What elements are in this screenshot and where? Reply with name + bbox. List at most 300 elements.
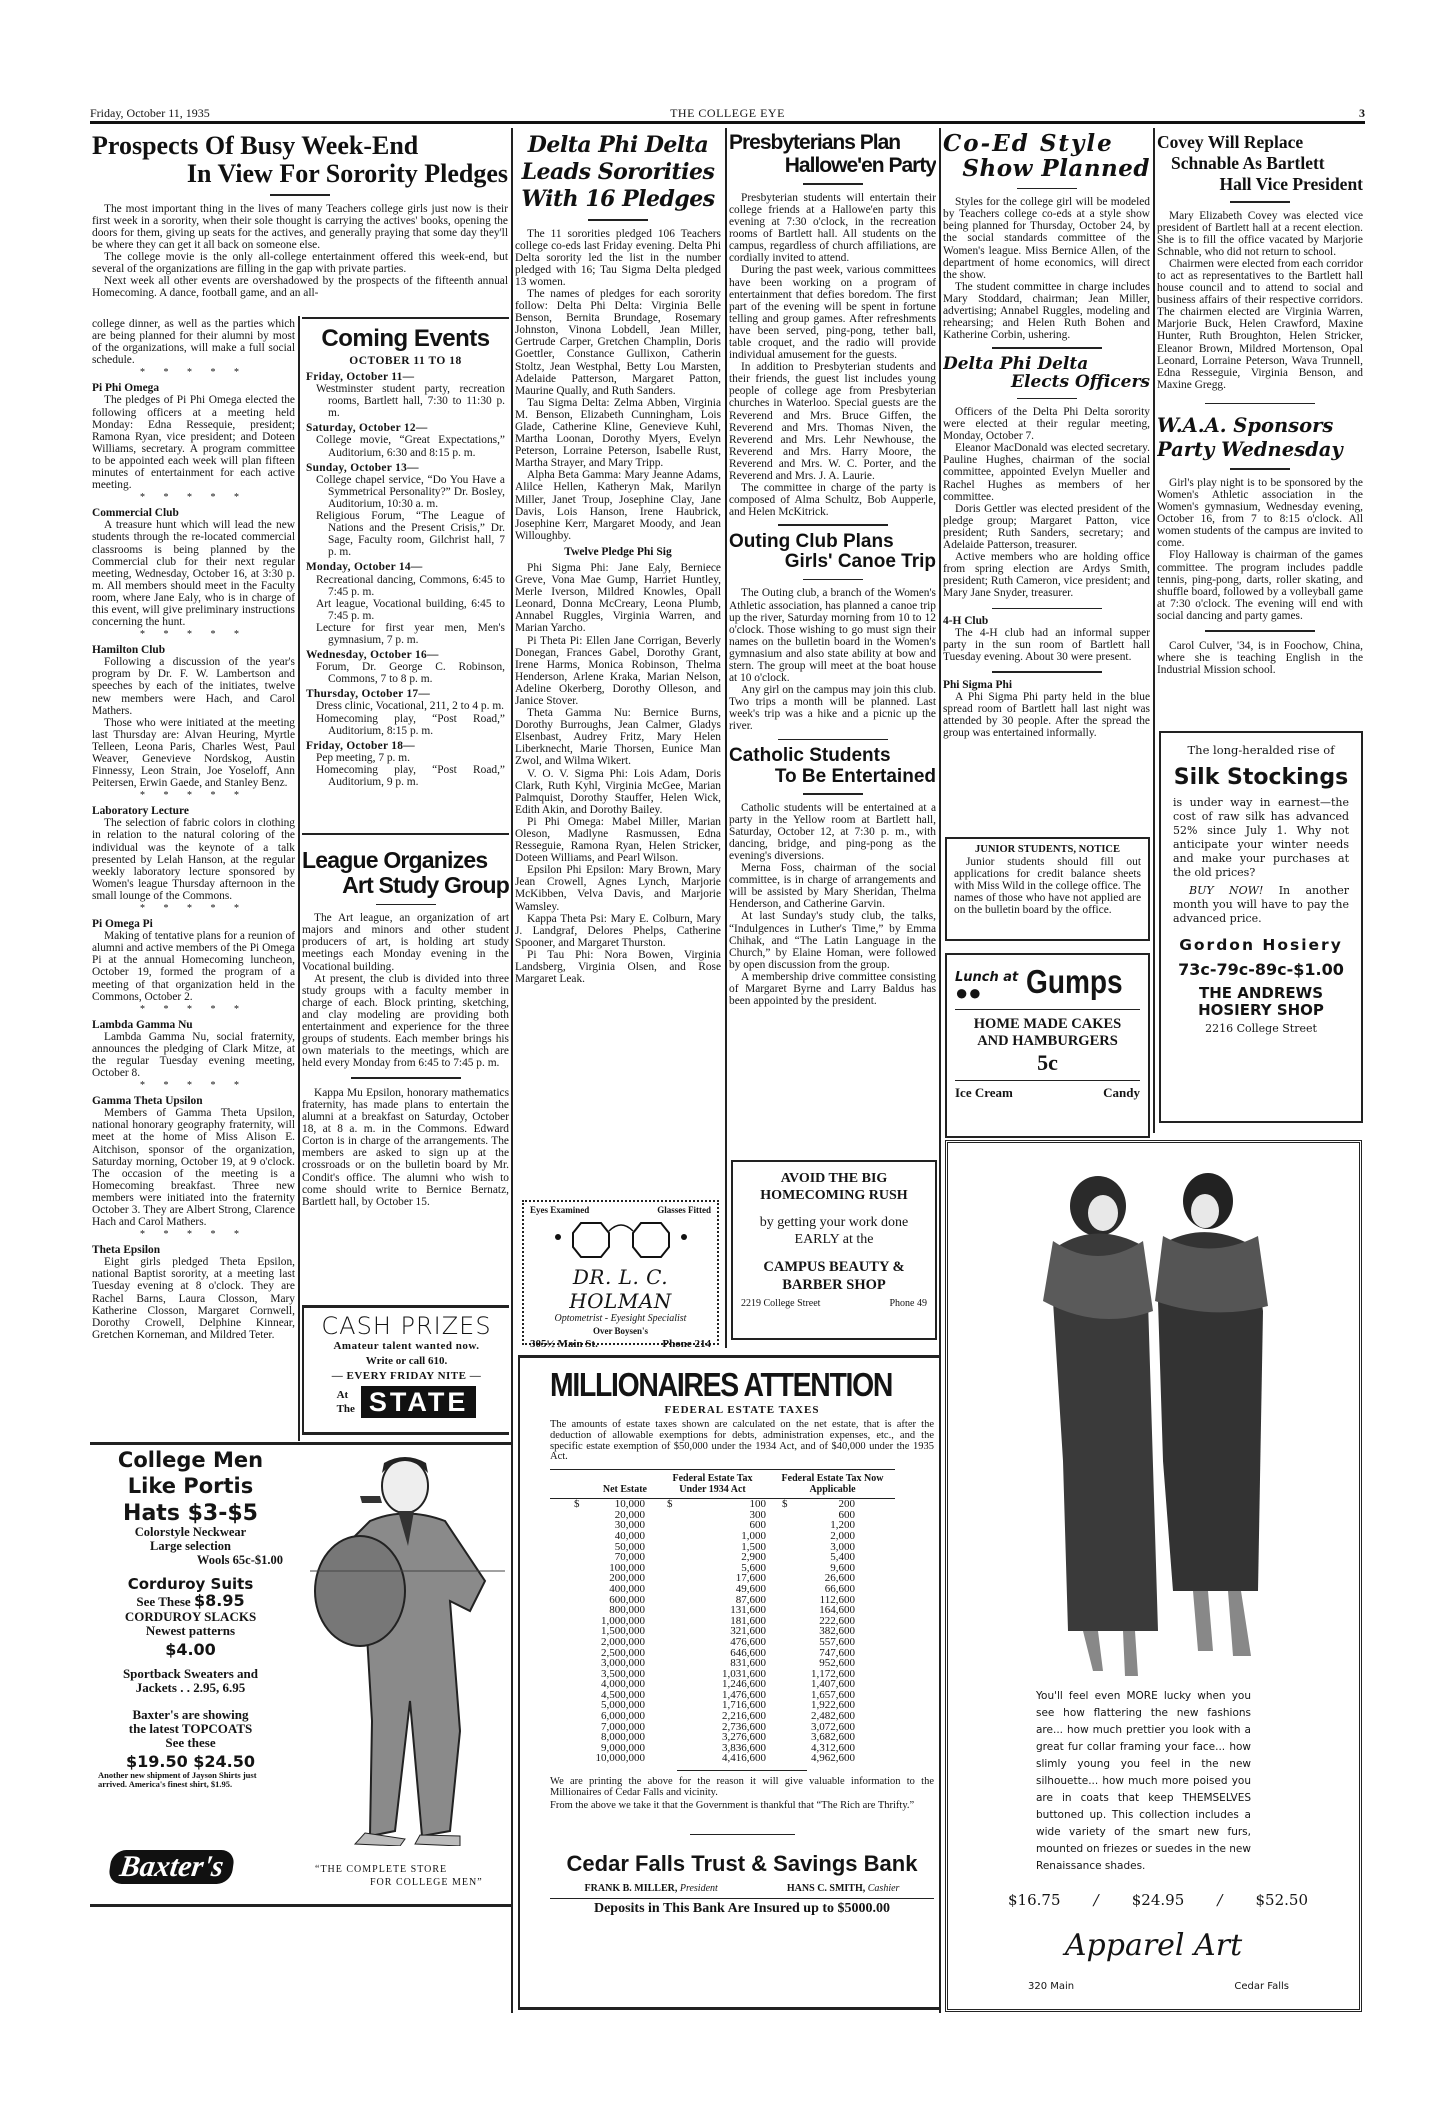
paragraph: Following a discussion of the year's program by Dr. F. W. Lambertson and speeches by each of the initiates, twelve new members were Hach, and Carol Mathers.	[92, 656, 295, 717]
ad-address: 305½ Main St.	[530, 1338, 598, 1350]
officer-title: President	[679, 1883, 718, 1895]
event-day-label: Saturday, October 12—	[306, 422, 428, 435]
outing-headline	[729, 532, 936, 573]
headline-line: Delta Phi Delta	[943, 353, 1089, 374]
cell-value: 87,600	[735, 1593, 766, 1606]
headline-line: To Be Entertained	[774, 765, 936, 787]
divider	[351, 1077, 461, 1079]
divider	[803, 793, 863, 795]
separator: /	[1093, 1891, 1099, 1909]
paragraph: Doris Gettler was elected president of the pledge group; Margaret Patton, vice president; Ruth Sanders, secretary; and Adelaide Patterson, treasurer.	[943, 502, 1150, 552]
event-day	[306, 740, 505, 788]
headline-line: Co-Ed Style	[943, 132, 1114, 157]
ad-title: AVOID THE BIG HOMECOMING RUSH	[760, 1171, 908, 1203]
ad-title: Like Portis	[127, 1474, 254, 1499]
silk-stockings-ad	[1159, 731, 1363, 1123]
ad-text: See these	[165, 1735, 216, 1751]
ad-intro: The amounts of estate taxes shown are calculated on the net estate, that is after the deduction of allowable exemptions for debts, administration expenses, etc., and the specific estate exemption of $50,000 under the 1934 Act, and of $40,000 under the 1935 Act.	[550, 1419, 934, 1463]
event-item: Homecoming play, “Post Road,” Auditorium, 9 p. m.	[316, 763, 505, 788]
section-heading: Lambda Gamma Nu	[92, 1018, 193, 1031]
section-heading: Theta Epsilon	[92, 1244, 161, 1257]
lead-continued: college dinner, as well as the parties which are being planned for their alumni by most of the organizations, will make a full social schedule.	[92, 318, 295, 367]
headline-line: Hallowe'en Party	[784, 153, 936, 177]
cell-value: 7,000,000	[601, 1720, 645, 1733]
event-day-label: Sunday, October 13—	[306, 461, 419, 474]
paragraph: A membership drive committee consisting of Margaret Byrne and Larry Baldus has been appointed by the president.	[729, 970, 936, 1008]
delta-phi-delta-article	[515, 132, 721, 1192]
divider	[1017, 188, 1077, 190]
ad-text: the latest TOPCOATS	[128, 1720, 253, 1736]
cell-value: 17,600	[735, 1572, 766, 1585]
ad-address: 2216 College Street	[1205, 1022, 1317, 1035]
divider	[588, 219, 648, 221]
paragraph: The college movie is the only all-college entertainment offered this week-end, but several of the organizations are filling in the gap with private parties.	[92, 251, 508, 276]
cell-value: 40,000	[614, 1529, 645, 1542]
holman-optometrist-ad	[522, 1200, 719, 1350]
cell-value: 831,600	[730, 1657, 766, 1670]
cell-value: 4,312,600	[811, 1741, 855, 1754]
star-divider: * * * * *	[140, 1080, 247, 1092]
divider	[1230, 468, 1290, 470]
cell-value: 9,000,000	[601, 1741, 645, 1754]
cell-value: 557,600	[819, 1635, 855, 1648]
delta-headline	[515, 132, 721, 213]
baxters-logo: Baxter's	[108, 1850, 236, 1884]
short-items	[943, 608, 1150, 740]
section-heading: Gamma Theta Upsilon	[92, 1095, 203, 1108]
ad-text: “THE COMPLETE STORE	[315, 1864, 448, 1875]
ad-title: MILLIONAIRES ATTENTION	[550, 1366, 893, 1403]
cell-value: 200,000	[609, 1572, 645, 1585]
ad-price: $4.00	[165, 1640, 216, 1660]
section-heading: Hamilton Club	[92, 644, 166, 657]
event-item: Westminster student party, recreation rooms, Bartlett hall, 7:30 to 11:30 p. m.	[316, 383, 505, 420]
headline-line: Leads Sororities	[521, 159, 715, 185]
table-cell	[655, 1753, 770, 1764]
coed-body	[943, 196, 1150, 341]
catholic-body	[729, 802, 936, 1008]
cell-value: 100,000	[609, 1561, 645, 1574]
divider	[778, 739, 888, 741]
paragraph: Floy Halloway is chairman of the games committee. The program includes paddle tennis, ping-pong, darts, roller skating, and shuffle board, followed by a volleyball game at 7:30 o'clock. The evening will end with social dancing and party games.	[1157, 549, 1363, 622]
paragraph: Members of Gamma Theta Upsilon, national honorary geography fraternity, will meet at the home of Miss Alison E. Aitchison, sponsor of the organization, Saturday morning, October 19, at 9 o'clock. The occasion of the meeting is a Homecoming breakfast. Three new members were initiated into the fraternity October 3. They are Albert Strong, Clarence Hach and Carol Mathers.	[92, 1107, 295, 1229]
headline-line: Schnable As Bartlett	[1171, 153, 1325, 173]
kappa-mu-body	[302, 1087, 509, 1208]
divider	[690, 1834, 795, 1836]
event-item: College chapel service, “Do You Have a Symmetrical Personality?” Dr. Bosley, Auditorium, 10:30 a. m.	[316, 473, 505, 510]
cell-value: 1,172,600	[811, 1667, 855, 1680]
paragraph: Phi Sigma Phi: Jane Ealy, Berniece Greve, Vona Mae Gump, Harriet Huntley, Merle Iverson, Mildred Knowles, Opall Leonard, Donna McCreary, Leona Plumb, Annabel Ruggles, Virginia Warren, and Marian Yarcho.	[515, 561, 721, 635]
league-headline	[302, 848, 509, 898]
paragraph: The most important thing in the lives of many Teachers college girls just now is their first week in a sorority, when their sole thought is carrying the actives' books, opening the doors for them, giving up seats for the actives, and generally praying that some day they'll be where they can get it all back on someone else.	[92, 202, 508, 251]
bank-name: Cedar Falls Trust & Savings Bank	[566, 1851, 918, 1877]
divider	[1205, 403, 1315, 405]
cell-value: 3,000,000	[601, 1657, 645, 1670]
ad-subtitle: FEDERAL ESTATE TAXES	[664, 1404, 820, 1416]
notice-text: Junior students should fill out applications for credit balance sheets with Miss Wild in the college office. The names of those who have not applied are on the bulletin board by the office.	[954, 856, 1141, 917]
page-header	[90, 104, 1365, 124]
divider	[992, 671, 1102, 673]
currency-sign: $	[782, 1498, 788, 1511]
table-cell	[770, 1499, 895, 1510]
event-item: College movie, “Great Expectations,” Auditorium, 6:30 and 8:15 p. m.	[316, 434, 505, 459]
paragraph: Making of tentative plans for a reunion of alumni and active members of the Pi Omega Pi at the annual Homecoming luncheon, October 19, formed the program of a meeting of that organization held in the Commons, October 2.	[92, 930, 295, 1003]
headline-line: Art Study Group	[342, 871, 509, 898]
cell-value: 1,200	[830, 1519, 855, 1532]
ad-text: Candy	[1103, 1085, 1140, 1100]
paragraph: Pi Theta Pi: Ellen Jane Corrigan, Beverly Donegan, Frances Gabel, Dorothy Grant, Irene Harms, Monica Robinson, Thelma Henderson, Arlene Kraka, Marian Nelson, Adeline Okerberg, Dorothy Olleson, and Janice Stover.	[515, 634, 721, 707]
ad-price: $52.50	[1255, 1891, 1308, 1909]
ad-text: Wools 65c-$1.00	[196, 1552, 283, 1567]
paragraph: Lambda Gamma Nu, social fraternity, announces the pledging of Clark Mitze, at the regular Tuesday evening meeting, October 8.	[92, 1030, 295, 1080]
cell-value: 1,246,600	[722, 1678, 766, 1691]
ad-text: Corduroy Suits	[127, 1574, 254, 1593]
separator: /	[1217, 1891, 1223, 1909]
cell-value: 9,600	[830, 1561, 855, 1574]
paragraph: Merna Foss, chairman of the social committee, is in charge of arrangements and will be assisted by Mary Sheridan, Thelma Henderson, and Catherine Garvin.	[729, 862, 936, 911]
paragraph: Pi Tau Phi: Nora Bowen, Virginia Landsberg, Virginia Olsen, and Rose Margaret Leak.	[515, 948, 721, 986]
cell-value: 131,600	[730, 1604, 766, 1617]
paragraph: The names of pledges for each sorority follow: Delta Phi Delta: Virginia Belle Benson, Bernita Brundage, Rosemary Johnston, Vinona Lobdell, Jean Miller, Gertrude Carper, Gretchen Champlin, Doris Goettler, Constance Gullixon, Catherin Stoltz, Jean Westphal, Betty Lou Marsten, Adelaide Patterson, Margaret Patton, Maurine Qually, and Ruth Sanders.	[515, 287, 721, 397]
catholic-headline	[729, 746, 936, 787]
ad-title: Silk Stockings	[1173, 765, 1349, 790]
column-4	[729, 132, 936, 1152]
section-heading: Pi Omega Pi	[92, 918, 153, 931]
ad-text: Ice Cream	[955, 1085, 1013, 1100]
divider	[677, 1770, 807, 1771]
ad-text: Jackets . . 2.95, 6.95	[135, 1680, 246, 1696]
cell-value: 1,657,600	[811, 1688, 855, 1701]
ad-text: Large selection	[150, 1539, 231, 1554]
presby-body	[729, 192, 936, 519]
man-in-suit-illustration	[310, 1451, 505, 1846]
dpd-officers-headline	[943, 355, 1150, 392]
table-cell	[550, 1753, 655, 1764]
paragraph: Those who were initiated at the meeting last Thursday are: Alvan Heuring, Myrtle Telleen, Leona Paris, Charles West, Paul Weaver, Genevieve Nordskog, Austin Finnessy, Leon Strain, Joe Yoseloff, Ann Peitersen, Erwin Gaede, and Stanley Benz.	[92, 716, 295, 790]
paragraph: Eleanor MacDonald was elected secretary. Pauline Hughes, chairman of the social committee, appointed Evelyn Mueller and Rachel Hughes as members of her committee.	[943, 442, 1150, 503]
cell-value: 112,600	[819, 1593, 855, 1606]
cell-value: 8,000,000	[601, 1731, 645, 1744]
headline-line: Covey Will Replace	[1157, 132, 1304, 152]
apparel-art-ad	[945, 1140, 1362, 2012]
notice-title: JUNIOR STUDENTS, NOTICE	[975, 844, 1120, 855]
bank-ad	[518, 1355, 940, 2010]
star-divider: * * * * *	[140, 492, 247, 504]
cell-value: 66,600	[824, 1582, 855, 1595]
officer-title: Cashier	[867, 1883, 900, 1895]
divider	[270, 194, 330, 196]
event-day	[306, 462, 505, 559]
paragraph: Eight girls pledged Theta Epsilon, national Baptist sorority, at a meeting last Tuesday evening at 8 o'clock. They are Rachel Barns, Laura Closson, Mary Katherine Closson, Margaret Cornwell, Dorothy Crowell, Delphine Kinnear, Gretchen Korneman, and Mildred Teter.	[92, 1256, 295, 1341]
cell-value: 321,600	[730, 1625, 766, 1638]
officer-name: FRANK B. MILLER,	[584, 1883, 678, 1895]
ad-text: Another new shipment of Jayson Shirts just arrived. America's finest shirt, $1.95.	[98, 1769, 257, 1789]
ad-phone: Phone 49	[889, 1298, 927, 1309]
column-5	[943, 132, 1150, 832]
paragraph: Presbyterian students will entertain their college friends at a Hallowe'en party this evening at 7:30 o'clock, in the recreation rooms of Bartlett hall. All students on the campus, regardless of church affiliations, are cordially invited to attend.	[729, 191, 936, 265]
paragraph: A Phi Sigma Phi party held in the blue spread room of Bartlett hall last night was attended by 30 people. After the spread the group was entertained informally.	[943, 690, 1150, 740]
paragraph: Girl's play night is to be sponsored by the Women's Athletic association in the Women's gymnasium, Wednesday evening, October 16, from 7 to 8:15 o'clock. All women students of the campus are invited to come.	[1157, 476, 1363, 550]
divider	[778, 524, 888, 526]
gumps-ad	[945, 953, 1150, 1138]
paragraph: A treasure hunt which will lead the new students through the re-located commercial classrooms is being planned by the Commercial club for their next regular meeting, Wednesday, October 16, at 3:30 p. m. All members should meet in the Faculty room, where Jane Ealy, who is in charge of this event, will give preliminary instructions concerning the hunt.	[92, 519, 295, 629]
cell-value: 600	[838, 1508, 855, 1521]
paragraph: The committee in charge of the party is composed of Alma Schultz, Bob Aupperle, and Helen McKitrick.	[729, 482, 936, 519]
cell-value: 10,000,000	[595, 1752, 645, 1765]
event-item: Religious Forum, “The League of Nations and the Present Crisis,” Dr. Sage, Faculty room, Gilchrist hall, 7 p. m.	[316, 510, 505, 559]
ad-price: 5c	[1037, 1050, 1058, 1075]
cell-value: 26,600	[824, 1572, 855, 1585]
ad-text: is under way in earnest—the cost of raw silk has advanced 52% since July 1. Why not anticipate your winter needs and make your purchases at the old prices?	[1173, 796, 1349, 879]
brand-name: Gordon Hosiery	[1179, 936, 1343, 954]
subheading: Twelve Pledge Phi Sig	[564, 545, 672, 558]
cell-value: 5,000,000	[601, 1699, 645, 1712]
currency-sign: $	[667, 1498, 673, 1511]
shop-name: THE ANDREWS	[1198, 984, 1323, 1002]
headline-line: Party Wednesday	[1157, 438, 1343, 462]
cell-value: 4,000,000	[601, 1678, 645, 1691]
event-day-label: Monday, October 14—	[306, 561, 423, 574]
lead-headline	[92, 132, 508, 188]
divider	[376, 904, 436, 906]
cell-value: 222,600	[819, 1614, 855, 1627]
ad-text: Newest patterns	[145, 1623, 236, 1639]
cell-value: 800,000	[609, 1604, 645, 1617]
headline-line: W.A.A. Sponsors	[1157, 414, 1334, 438]
paragraph: Pi Phi Omega: Mabel Miller, Marian Oleson, Madlyne Rasmussen, Edna Resseguie, Ramona Ryan, Helen Stricker, Doteen Williams, and Pearl Wilson.	[515, 815, 721, 865]
ad-text: Over Boysen's	[592, 1326, 649, 1336]
section-heading: Laboratory Lecture	[92, 805, 189, 818]
lead-body	[92, 203, 508, 300]
coed-headline	[943, 132, 1150, 182]
star-divider: * * * * *	[140, 1003, 247, 1015]
headline-line: League Organizes	[302, 848, 488, 873]
ad-copy	[98, 1449, 283, 1789]
star-divider: * * * * *	[140, 790, 247, 802]
ad-city: Cedar Falls	[1234, 1981, 1289, 1992]
ad-text: BUY NOW!	[1189, 884, 1264, 897]
page-number: 3	[1359, 106, 1365, 120]
cell-value: 5,400	[830, 1551, 855, 1564]
event-day	[306, 561, 505, 646]
cell-value: 3,072,600	[811, 1720, 855, 1733]
junior-notice-box	[945, 837, 1150, 941]
cell-value: 30,000	[614, 1519, 645, 1532]
ad-phone: Phone 214	[662, 1338, 711, 1350]
store-name: Apparel Art	[1064, 1928, 1243, 1963]
cell-value: 1,031,600	[722, 1667, 766, 1680]
cell-value: 1,407,600	[811, 1678, 855, 1691]
divider	[1205, 630, 1315, 632]
cell-value: 3,836,600	[722, 1741, 766, 1754]
cell-value: 3,000	[830, 1540, 855, 1553]
cell-value: 50,000	[614, 1540, 645, 1553]
table-cell	[770, 1753, 895, 1764]
waa-headline	[1157, 414, 1363, 462]
shop-name: HOSIERY SHOP	[1198, 1001, 1324, 1019]
cell-value: 49,600	[735, 1582, 766, 1595]
cell-value: 1,000	[741, 1529, 766, 1542]
league-article	[302, 848, 509, 1298]
star-divider: * * * * *	[140, 903, 247, 915]
paragraph: Officers of the Delta Phi Delta sorority were elected at their regular meeting, Monday, October 7.	[943, 406, 1150, 443]
ad-price: $19.50 $24.50	[125, 1752, 256, 1772]
section-heading: Phi Sigma Phi	[943, 678, 1012, 691]
paragraph: The Art league, an organization of art majors and minors and other student producers of art, is holding art study meetings each Monday evening in the Vocational building.	[302, 912, 509, 973]
cell-value: 2,216,600	[722, 1710, 766, 1723]
paragraph: Tau Sigma Delta: Zelma Abben, Virginia M. Benson, Elizabeth Cunningham, Lois Glade, Catherine Kline, Genevieve Kuhl, Martha Loonan, Dorothy Myers, Evelyn Peterson, Lorraine Peterson, Isabelle Rust, Martha Strayer, and Mary Tripp.	[515, 396, 721, 470]
cell-value: 600	[749, 1519, 766, 1532]
star-divider: * * * * *	[140, 1229, 247, 1241]
headline-line: Delta Phi Delta	[527, 132, 709, 158]
paragraph: Active members who are holding office from spring election are Ardys Smith, president; Ruth Cameron, vice president; and Mary Jane Snyder, treasurer.	[943, 551, 1150, 600]
estate-tax-table	[550, 1469, 895, 1764]
ad-price: $8.95	[193, 1591, 245, 1611]
ad-text: Lunch at	[955, 970, 1019, 985]
dots-icon: ●●	[955, 980, 982, 1005]
section-heading: Commercial Club	[92, 507, 179, 520]
ad-copy: You'll feel even MORE lucky when you see how flattering the new fashions are... how much prettier you look with a great fur collar framing your face... how slimly young you feel in the new silhouette... how much more poised you are in coats that keep THEMSELVES buttoned up. This collection includes a wide variety of the smart new furs, mounted on friezes or suedes in the new Renaissance shades.	[1036, 1690, 1251, 1872]
officer-name: HANS C. SMITH,	[786, 1883, 866, 1895]
headline-line: Hall Vice President	[1219, 174, 1363, 194]
paragraph: At last Sunday's study club, the talks, “Indulgences in Luther's Time,” by Emma Chihak, and “The Latin Language in the Church,” by Elaine Homan, were followed by open discussion from the group.	[729, 910, 936, 971]
cell-value: 3,682,600	[811, 1731, 855, 1744]
event-day-label: Friday, October 18—	[306, 739, 415, 752]
paragraph: At present, the club is divided into three study groups with a faculty member in charge of each. Block printing, sketching, and clay modeling are providing both entertainment and experience for the three groups of students. Each member brings his own materials to the meetings, which are held every Monday from 6:45 to 7:45 p. m.	[302, 972, 509, 1070]
table-row	[550, 1753, 895, 1764]
outing-body	[729, 587, 936, 732]
event-day-label: Thursday, October 17—	[306, 688, 431, 701]
ad-price: Hats $3-$5	[123, 1501, 258, 1527]
cell-value: 400,000	[609, 1582, 645, 1595]
ad-text: The	[336, 1403, 355, 1415]
headline-line: Prospects Of Busy Week-End	[92, 131, 419, 160]
event-item: Recreational dancing, Commons, 6:45 to 7:45 p. m.	[316, 573, 505, 598]
ad-text: CORDUROY SLACKS	[124, 1608, 257, 1624]
ad-note: From the above we take it that the Government is thankful that “The Rich are Thrifty.”	[550, 1800, 915, 1812]
column-header: Federal Estate Tax Now Applicable	[781, 1473, 884, 1496]
paragraph: Styles for the college girl will be modeled by Teachers college co-eds at a style show being planned for Thursday, October 24, by the social standards committee of the Women's league. Miss Bernice Allen, of the department of home economics, will direct the show.	[943, 196, 1150, 281]
women-in-fur-coats-illustration	[1043, 1161, 1273, 1691]
cell-value: 4,962,600	[811, 1752, 855, 1765]
paragraph: The selection of fabric colors in clothing in relation to the natural coloring of the individual was the keynote of a talk presented by Lelah Hanson, at the regular weekly laboratory lecture sponsored by Women's league Thursday afternoon in the small lounge of the Commons.	[92, 817, 295, 902]
portis-hats-ad	[90, 1442, 511, 1907]
covey-headline	[1157, 132, 1363, 195]
paragraph: In addition to Presbyterian students and their friends, the guest list includes young people of college age from Presbyterian churches in Waterloo. Special guests are the Reverend and Mrs. Bruce Giffen, the Reverend and Mrs. Thomas Niven, the Reverend and Mrs. Lehr Newhouse, the Reverend and Mrs. Harry Moore, the Reverend and Mrs. W. C. Porter, and the Reverend and Mrs. J. A. Laurie.	[729, 361, 936, 482]
cell-value: 2,500,000	[601, 1646, 645, 1659]
event-day	[306, 422, 505, 458]
state-theater-logo: STATE	[361, 1386, 477, 1418]
ad-text: — EVERY FRIDAY NITE —	[331, 1370, 482, 1382]
paragraph: Any girl on the campus may join this club. Two trips a month will be planned. Last week's trip was a hike and a picnic up the river.	[729, 684, 936, 733]
event-item: Homecoming play, “Post Road,” Auditorium, 8:15 p. m.	[316, 712, 505, 737]
club-news	[92, 382, 295, 1341]
paragraph: Kappa Theta Psi: Mary E. Colburn, Mary J. Landgraf, Delores Phelps, Catherine Spooner, and Margaret Thurston.	[515, 912, 721, 949]
events-list	[306, 371, 505, 788]
cell-value: 1,500,000	[601, 1625, 645, 1638]
paragraph: Mary Elizabeth Covey was elected vice president of Bartlett hall at a recent election. She is to fill the office vacated by Marjorie Schnable, who did not return to school.	[1157, 209, 1363, 258]
presby-headline	[729, 132, 936, 177]
ad-text: Amateur talent wanted now.	[333, 1340, 480, 1352]
event-item: Dress clinic, Vocational, 211, 2 to 4 p. m.	[316, 700, 505, 713]
section-heading: 4-H Club	[943, 615, 989, 627]
cash-prizes-ad	[302, 1305, 509, 1435]
paragraph: V. O. V. Sigma Phi: Lois Adam, Doris Clark, Ruth Kyhl, Virginia McGee, Marian Palmquist, Dorothy Stauffer, Helen Wick, Edith Akin, and Dorothy Bailey.	[515, 767, 721, 816]
restaurant-name: Gumps	[1026, 963, 1123, 1000]
cell-value: 300	[749, 1508, 766, 1521]
waa-body	[1157, 477, 1363, 622]
ad-text: Write or call 610.	[365, 1355, 448, 1367]
ad-title: College Men	[117, 1448, 264, 1472]
column-header: Net Estate	[602, 1484, 647, 1496]
headline-line: Show Planned	[962, 154, 1150, 182]
ad-note: We are printing the above for the reason it will give valuable information to the Millionaires of Cedar Falls and vicinity.	[550, 1776, 934, 1798]
paragraph: The 4-H club had an informal supper party in the sun room of Bartlett hall Tuesday evening. About 30 were present.	[943, 627, 1150, 664]
ad-text: Baxter's are showing	[132, 1706, 249, 1722]
paragraph: The pledges of Pi Phi Omega elected the following officers at a meeting held Monday: Edna Ressequie, president; Ramona Ryan, vice president; and Doteen Williams, secretary. A program committee to be appointed each week will plan fifteen minutes of entertainment for each active meeting.	[92, 394, 295, 492]
paragraph: During the past week, various committees have been working on a program of entertainment that defies boredom. The first part of the evening will be spent in fortune telling and group games. After refreshments have been served, ping-pong, tether ball, table croquet, and the radio will provide individual amusement for the guests.	[729, 264, 936, 362]
divider	[803, 579, 863, 581]
cell-value: 1,716,600	[722, 1699, 766, 1712]
cell-value: 952,600	[819, 1657, 855, 1670]
event-day	[306, 649, 505, 685]
divider	[1230, 201, 1290, 203]
paragraph: Next week all other events are overshadowed by the prospects of the fifteenth annual Homecoming. A dance, football game, and an all-	[92, 275, 508, 300]
ad-text: by getting your work done EARLY at the	[759, 1215, 909, 1247]
section-heading: Pi Phi Omega	[92, 382, 160, 395]
column-6	[1157, 132, 1363, 724]
slogan	[315, 1863, 483, 1889]
headline-line: In View For Sorority Pledges	[186, 159, 508, 189]
cell-value: 4,500,000	[601, 1688, 645, 1701]
cell-value: 5,600	[741, 1561, 766, 1574]
column-1	[92, 318, 295, 1440]
ad-text: Colorstyle Neckwear	[134, 1525, 247, 1540]
cell-value: 2,900	[741, 1551, 766, 1564]
paragraph: Catholic students will be entertained at a party in the Yellow room at Bartlett hall, Saturday, October 12, at 7:30 p. m., with dancing, bridge, and ping-pong as the evening's diversions.	[729, 801, 936, 862]
campus-beauty-ad	[731, 1160, 937, 1340]
ad-text: AND HAMBURGERS	[977, 1033, 1118, 1049]
event-item: Pep meeting, 7 p. m.	[316, 751, 410, 764]
event-day-label: Wednesday, October 16—	[306, 649, 439, 662]
cell-value: 20,000	[614, 1508, 645, 1521]
ad-address: 320 Main	[1028, 1981, 1075, 1992]
paragraph: The student committee in charge includes Mary Stoddard, chairman; Jean Miller, advertising; Annabel Ruggles, modeling and rehearsing; and Helen Ruth Bohen and Katherine Corbin, ushering.	[943, 280, 1150, 342]
cell-value: 181,600	[730, 1614, 766, 1627]
ad-text: Sportback Sweaters and	[122, 1665, 259, 1681]
cell-value: 476,600	[730, 1635, 766, 1648]
lead-article	[92, 132, 508, 299]
cell-value: 200	[838, 1498, 855, 1511]
delta-body	[515, 228, 721, 542]
column-header: Federal Estate Tax Under 1934 Act	[672, 1473, 753, 1496]
ad-text: See These	[136, 1594, 191, 1610]
column-rule	[298, 316, 300, 1441]
star-divider: * * * * *	[140, 367, 247, 379]
shop-name: CAMPUS BEAUTY & BARBER SHOP	[763, 1259, 905, 1293]
event-item: Art league, Vocational building, 6:45 to 7:45 p. m.	[316, 597, 505, 622]
coming-events-title: Coming Events	[321, 325, 490, 352]
event-item: Forum, Dr. George C. Robinson, Commons, 7 to 8 p. m.	[316, 661, 505, 686]
cell-value: 10,000	[614, 1498, 645, 1511]
cell-value: 70,000	[614, 1551, 645, 1564]
ad-title: CASH PRIZES	[321, 1312, 492, 1340]
divider	[992, 347, 1102, 349]
headline-line: Girls' Canoe Trip	[784, 551, 936, 573]
coming-events-dates: OCTOBER 11 TO 18	[349, 355, 462, 367]
optometrist-name: DR. L. C. HOLMAN	[569, 1265, 672, 1313]
headline-line: Catholic Students	[729, 745, 891, 767]
